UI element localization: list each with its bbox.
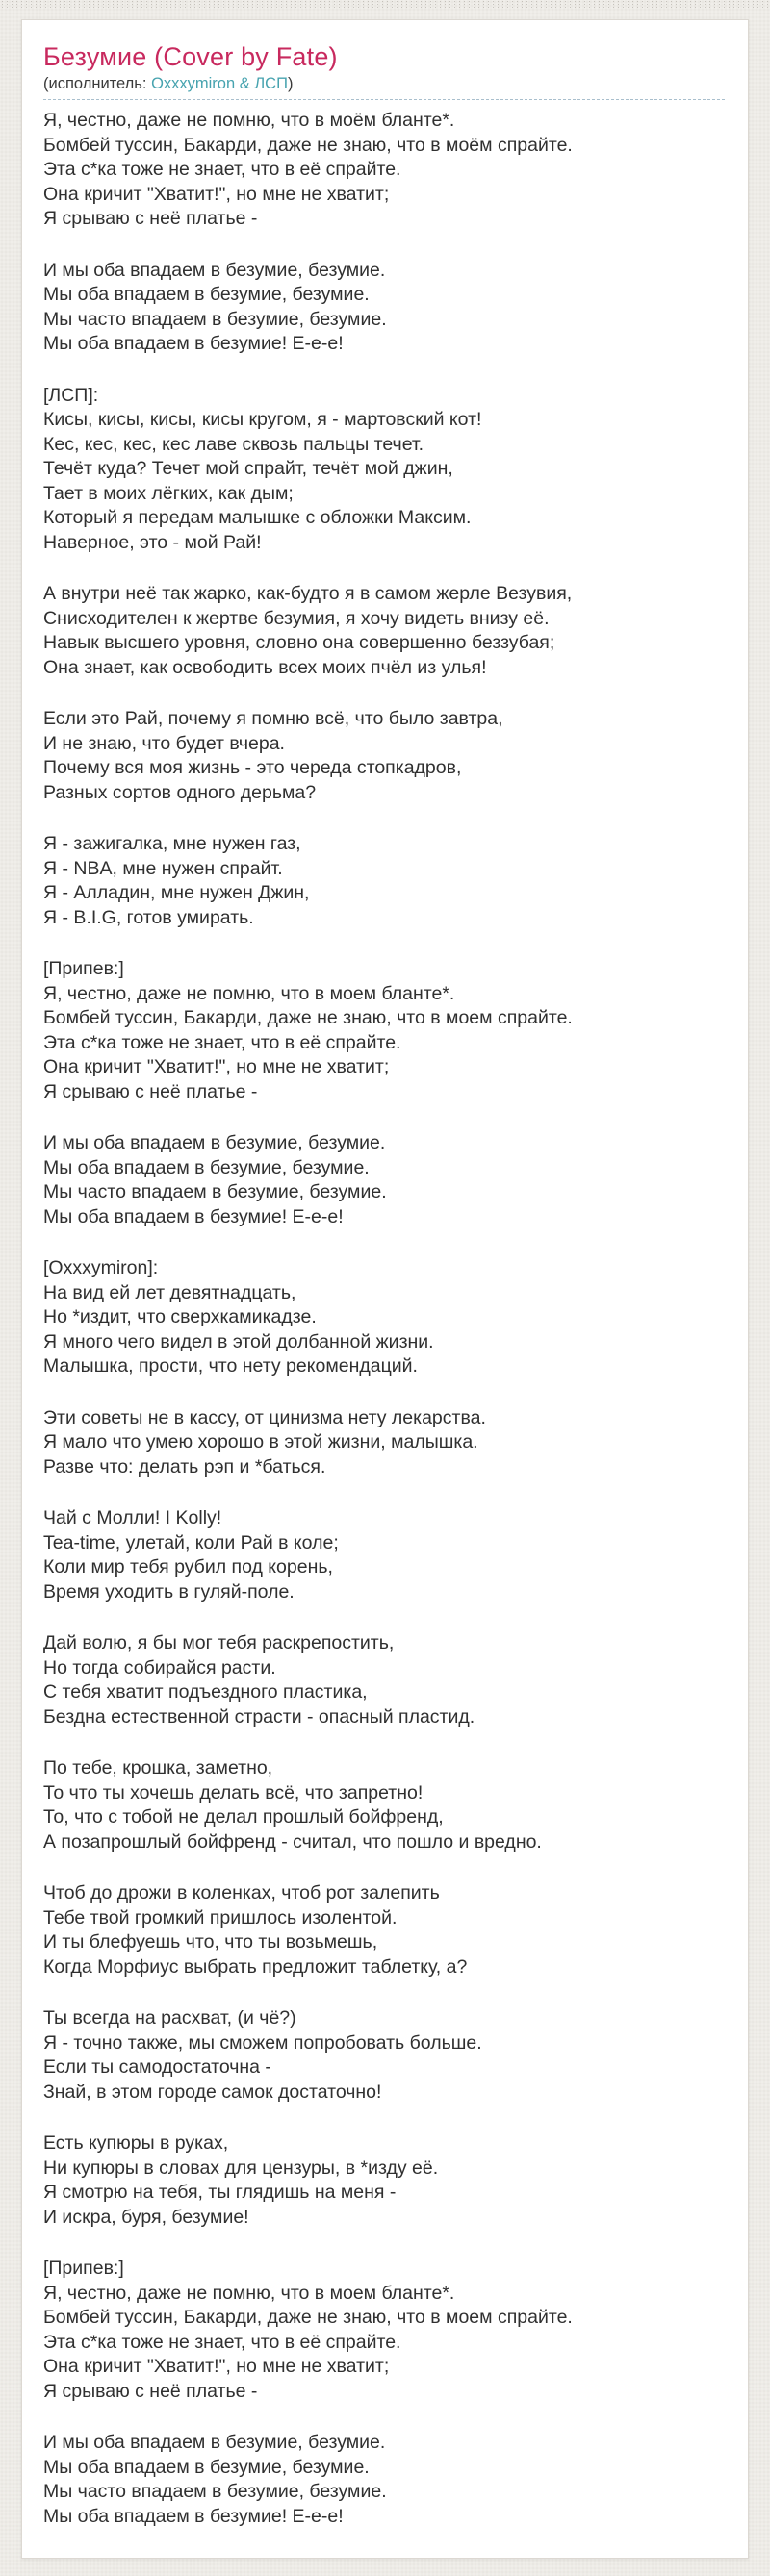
lyrics-line: Tea-time, улетай, коли Рай в коле;: [43, 1531, 339, 1553]
lyrics-line: Ты всегда на расхват, (и чё?): [43, 2008, 296, 2029]
lyrics-line: Если ты самодостаточна -: [43, 2057, 271, 2078]
lyrics-paragraph: [43, 1506, 725, 1604]
lyrics-paragraph: [43, 707, 725, 805]
lyrics-line: Эти советы не в кассу, от цинизма нету лекарства.: [43, 1406, 486, 1428]
lyrics-line: Я смотрю на тебя, ты глядишь на меня -: [43, 2182, 397, 2203]
lyrics: [43, 109, 725, 2529]
page-title: Безумие (Cover by Fate): [43, 42, 338, 71]
lyrics-paragraph: [43, 2007, 725, 2105]
lyrics-line: Бомбей туссин, Бакарди, даже не знаю, что в моём спрайте.: [43, 134, 573, 156]
lyrics-line: Она кричит "Хватит!", но мне не хватит;: [43, 2356, 390, 2377]
lyrics-line: [ЛСП]:: [43, 384, 99, 406]
lyrics-line: И искра, буря, безумие!: [43, 2206, 249, 2228]
lyrics-card: [21, 19, 749, 2559]
lyrics-line: Мы оба впадаем в безумие, безумие.: [43, 1156, 370, 1178]
lyrics-line: Я много чего видел в этой долбанной жизни.: [43, 1330, 434, 1352]
lyrics-line: Мы оба впадаем в безумие! Е-е-е!: [43, 333, 344, 354]
lyrics-line: И мы оба впадаем в безумие, безумие.: [43, 259, 386, 281]
artist-label-prefix: (исполнитель:: [43, 75, 152, 92]
lyrics-line: Я, честно, даже не помню, что в моём бланте*.: [43, 110, 455, 131]
lyrics-line: Коли мир тебя рубил под корень,: [43, 1556, 333, 1578]
lyrics-line: На вид ей лет девятнадцать,: [43, 1281, 296, 1303]
lyrics-line: Навык высшего уровня, словно она совершенно беззубая;: [43, 632, 555, 653]
lyrics-line: И не знаю, что будет вчера.: [43, 732, 285, 754]
lyrics-line: И мы оба впадаем в безумие, безумие.: [43, 1132, 386, 1153]
artist-line: [43, 74, 725, 100]
lyrics-line: Течёт куда? Течет мой спрайт, течёт мой джин,: [43, 458, 453, 479]
lyrics-line: Кисы, кисы, кисы, кисы кругом, я - мартовский кот!: [43, 409, 482, 430]
lyrics-line: Мы оба впадаем в безумие, безумие.: [43, 2456, 370, 2478]
lyrics-line: Я срываю с неё платье -: [43, 208, 258, 229]
artist-link-oxxxymiron[interactable]: Oxxxymiron: [151, 75, 236, 92]
lyrics-paragraph: [43, 109, 725, 232]
lyrics-line: Я срываю с неё платье -: [43, 1080, 258, 1102]
lyrics-line: Я, честно, даже не помню, что в моем бланте*.: [43, 2282, 455, 2304]
lyrics-line: То, что с тобой не делал прошлый бойфренд,: [43, 1806, 444, 1828]
lyrics-line: Разных сортов одного дерьма?: [43, 781, 317, 803]
lyrics-line: Малышка, прости, что нету рекомендаций.: [43, 1355, 418, 1376]
lyrics-line: Снисходителен к жертве безумия, я хочу видеть внизу её.: [43, 607, 550, 629]
lyrics-line: Я - точно также, мы сможем попробовать больше.: [43, 2032, 482, 2054]
lyrics-line: Я - зажигалка, мне нужен газ,: [43, 833, 301, 854]
lyrics-paragraph: [43, 384, 725, 556]
lyrics-paragraph: [43, 832, 725, 930]
lyrics-line: [Oxxxymiron]:: [43, 1257, 159, 1278]
lyrics-line: Почему вся моя жизнь - это череда стопкадров,: [43, 757, 462, 778]
lyrics-paragraph: [43, 2257, 725, 2404]
lyrics-line: Мы оба впадаем в безумие! Е-е-е!: [43, 1205, 344, 1227]
lyrics-line: Я срываю с неё платье -: [43, 2380, 258, 2402]
lyrics-line: Но тогда собирайся расти.: [43, 1656, 276, 1679]
lyrics-paragraph: [43, 1256, 725, 1379]
lyrics-line: [Припев:]: [43, 2258, 124, 2279]
lyrics-paragraph: [43, 2132, 725, 2230]
lyrics-line: А позапрошлый бойфренд - считал, что пошло и вредно.: [43, 1831, 542, 1853]
lyrics-line: Эта с*ка тоже не знает, что в её спрайте.: [43, 159, 401, 180]
lyrics-line: Бомбей туссин, Бакарди, даже не знаю, что в моем спрайте.: [43, 2307, 573, 2328]
artist-separator: &: [235, 75, 255, 92]
lyrics-paragraph: [43, 582, 725, 680]
lyrics-line: Чай с Молли! I Kolly!: [43, 1507, 222, 1528]
lyrics-paragraph: [43, 957, 725, 1104]
lyrics-line: Наверное, это - мой Рай!: [43, 531, 262, 553]
lyrics-line: Мы оба впадаем в безумие! Е-е-е!: [43, 2505, 344, 2527]
lyrics-paragraph: [43, 1131, 725, 1229]
lyrics-line: Мы часто впадаем в безумие, безумие.: [43, 308, 387, 330]
lyrics-line: А внутри неё так жарко, как-будто я в самом жерле Везувия,: [43, 583, 573, 604]
lyrics-line: Кес, кес, кес, кес лаве сквозь пальцы течет.: [43, 433, 424, 455]
lyrics-paragraph: [43, 1631, 725, 1730]
lyrics-line: Я мало что умею хорошо в этой жизни, малышка.: [43, 1431, 478, 1452]
lyrics-paragraph: [43, 1881, 725, 1980]
artist-label-suffix: ): [287, 75, 294, 92]
lyrics-line: С тебя хватит подъездного пластика,: [43, 1681, 368, 1703]
lyrics-line: То что ты хочешь делать всё, что запретно!: [43, 1781, 424, 1804]
lyrics-line: Знай, в этом городе самок достаточно!: [43, 2081, 382, 2103]
lyrics-line: Эта с*ка тоже не знает, что в её спрайте.: [43, 1031, 401, 1053]
artist-link-lsp[interactable]: ЛСП: [254, 75, 288, 92]
lyrics-line: Чтоб до дрожи в коленках, чтоб рот залепить: [43, 1882, 440, 1904]
lyrics-line: Тебе твой громкий пришлось изолентой.: [43, 1907, 398, 1929]
lyrics-line: Мы часто впадаем в безумие, безумие.: [43, 1181, 387, 1202]
lyrics-paragraph: [43, 259, 725, 357]
lyrics-paragraph: [43, 1406, 725, 1480]
lyrics-line: Тает в моих лёгких, как дым;: [43, 482, 294, 504]
lyrics-line: По тебе, крошка, заметно,: [43, 1757, 273, 1779]
lyrics-line: Бездна естественной страсти - опасный пластид.: [43, 1705, 475, 1728]
lyrics-line: Она кричит "Хватит!", но мне не хватит;: [43, 1056, 390, 1077]
lyrics-line: Есть купюры в руках,: [43, 2133, 229, 2154]
lyrics-line: Если это Рай, почему я помню всё, что было завтра,: [43, 708, 503, 729]
lyrics-line: Я - NBA, мне нужен спрайт.: [43, 857, 283, 879]
lyrics-line: Мы оба впадаем в безумие, безумие.: [43, 284, 370, 305]
lyrics-line: Время уходить в гуляй-поле.: [43, 1580, 295, 1603]
page-texture-strip: [0, 0, 770, 9]
lyrics-line: Я - Алладин, мне нужен Джин,: [43, 882, 310, 903]
lyrics-line: Эта с*ка тоже не знает, что в её спрайте.: [43, 2331, 401, 2353]
lyrics-paragraph: [43, 1756, 725, 1855]
lyrics-line: Она кричит "Хватит!", но мне не хватит;: [43, 183, 390, 205]
lyrics-line: Бомбей туссин, Бакарди, даже не знаю, что в моем спрайте.: [43, 1007, 573, 1028]
lyrics-line: И мы оба впадаем в безумие, безумие.: [43, 2432, 386, 2453]
lyrics-line: Мы часто впадаем в безумие, безумие.: [43, 2481, 387, 2502]
lyrics-paragraph: [43, 2431, 725, 2529]
lyrics-line: Я, честно, даже не помню, что в моем бланте*.: [43, 982, 455, 1004]
lyrics-line: [Припев:]: [43, 958, 124, 979]
lyrics-line: Я - B.I.G, готов умирать.: [43, 906, 254, 928]
lyrics-line: Дай волю, я бы мог тебя раскрепостить,: [43, 1632, 395, 1654]
lyrics-line: Когда Морфиус выбрать предложит таблетку, а?: [43, 1956, 468, 1978]
lyrics-line: Разве что: делать рэп и *баться.: [43, 1455, 326, 1477]
lyrics-line: И ты блефуешь что, что ты возьмешь,: [43, 1932, 378, 1953]
lyrics-line: Но *издит, что сверхкамикадзе.: [43, 1306, 317, 1327]
lyrics-line: Она знает, как освободить всех моих пчёл из улья!: [43, 656, 487, 678]
lyrics-line: Который я передам малышке с обложки Максим.: [43, 507, 472, 528]
lyrics-line: Ни купюры в словах для цензуры, в *изду её.: [43, 2157, 439, 2179]
